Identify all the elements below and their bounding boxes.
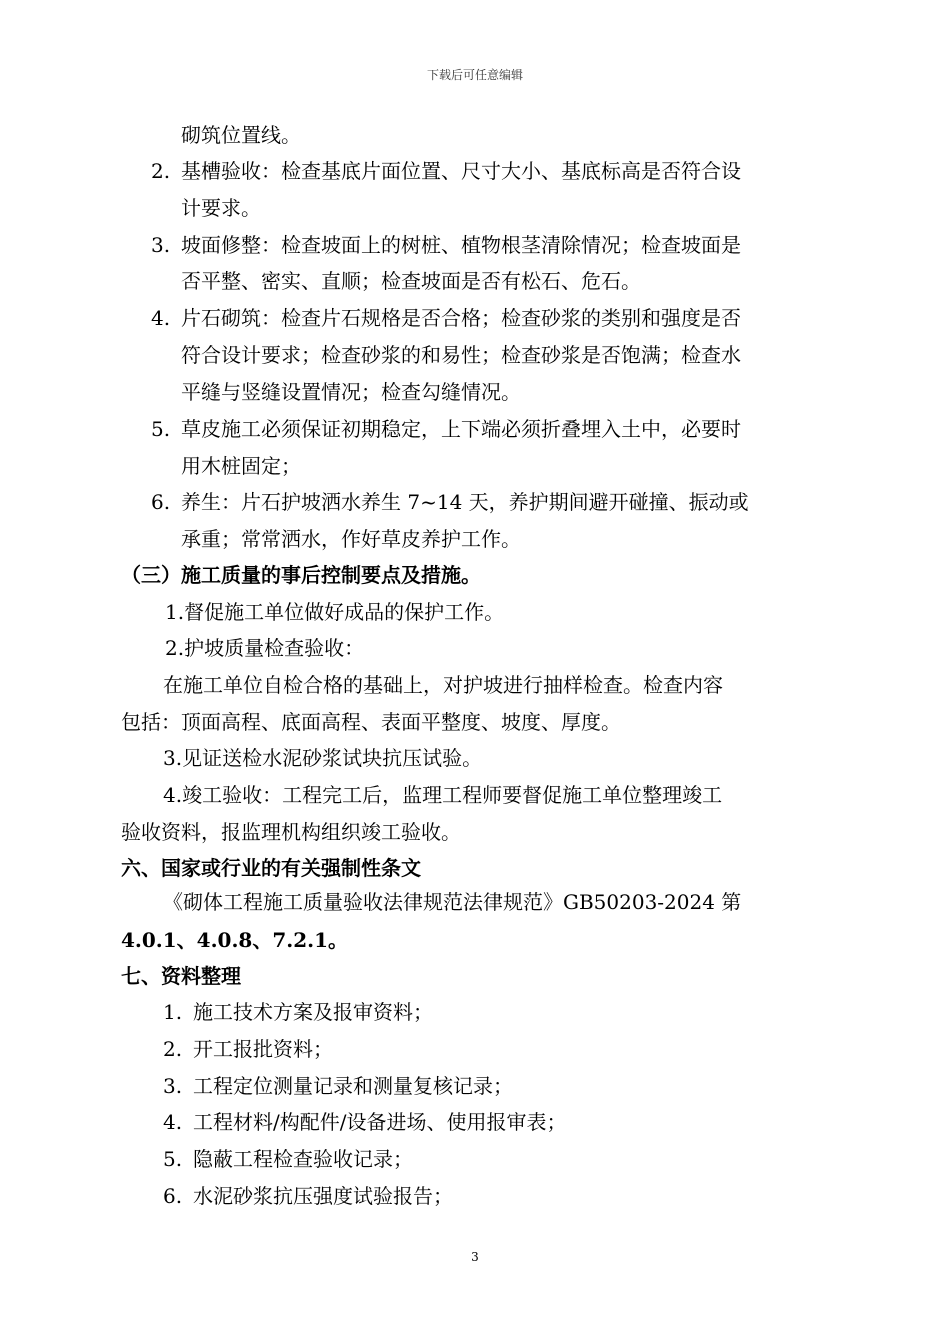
- paragraph: 2.护坡质量检查验收：: [165, 636, 365, 660]
- paragraph: 4.0.1、4.0.8、7.2.1。: [121, 928, 349, 952]
- section-heading: 七、资料整理: [121, 964, 241, 988]
- paragraph: 在施工单位自检合格的基础上，对护坡进行抽样检查。检查内容: [163, 673, 723, 697]
- list-item-number: 3.: [151, 233, 171, 257]
- list-item-line: 否平整、密实、直顺；检查坡面是否有松石、危石。: [181, 269, 641, 293]
- list-item-number: 4.: [163, 1110, 183, 1134]
- section-heading: （三）施工质量的事后控制要点及措施。: [121, 563, 481, 587]
- list-item-number: 6.: [163, 1184, 183, 1208]
- list-item-text: 施工技术方案及报审资料；: [193, 1000, 433, 1024]
- paragraph: 3.见证送检水泥砂浆试块抗压试验。: [163, 746, 483, 770]
- list-item-line: 坡面修整：检查坡面上的树桩、植物根茎清除情况；检查坡面是: [181, 233, 741, 257]
- list-item-number: 2.: [163, 1037, 183, 1061]
- list-item-line: 片石砌筑：检查片石规格是否合格；检查砂浆的类别和强度是否: [181, 306, 741, 330]
- list-item-number: 5.: [151, 417, 171, 441]
- list-item-text: 隐蔽工程检查验收记录；: [193, 1147, 413, 1171]
- section-heading: 六、国家或行业的有关强制性条文: [121, 856, 421, 880]
- list-item-line: 承重；常常洒水，作好草皮养护工作。: [181, 527, 521, 551]
- list-item-number: 2.: [151, 159, 171, 183]
- list-item-text: 开工报批资料；: [193, 1037, 333, 1061]
- paragraph: 4.竣工验收：工程完工后，监理工程师要督促施工单位整理竣工: [163, 783, 723, 807]
- list-item-text: 水泥砂浆抗压强度试验报告；: [193, 1184, 453, 1208]
- list-item-line: 计要求。: [181, 196, 261, 220]
- page-number: 3: [471, 1250, 479, 1264]
- paragraph: 包括：顶面高程、底面高程、表面平整度、坡度、厚度。: [121, 710, 621, 734]
- continuation-text: 砌筑位置线。: [181, 123, 301, 147]
- list-item-number: 6.: [151, 490, 171, 514]
- list-item-line: 符合设计要求；检查砂浆的和易性；检查砂浆是否饱满；检查水: [181, 343, 741, 367]
- list-item-number: 3.: [163, 1074, 183, 1098]
- list-item-line: 平缝与竖缝设置情况；检查勾缝情况。: [181, 380, 521, 404]
- page-header: 下载后可任意编辑: [426, 68, 523, 82]
- paragraph: 《砌体工程施工质量验收法律规范法律规范》GB50203-2024 第: [163, 890, 742, 914]
- list-item-number: 5.: [163, 1147, 183, 1171]
- list-item-text: 工程材料/构配件/设备进场、使用报审表；: [193, 1110, 567, 1134]
- list-item-text: 工程定位测量记录和测量复核记录；: [193, 1074, 513, 1098]
- list-item-line: 草皮施工必须保证初期稳定，上下端必须折叠埋入土中，必要时: [181, 417, 741, 441]
- paragraph: 1.督促施工单位做好成品的保护工作。: [165, 600, 505, 624]
- list-item-number: 4.: [151, 306, 171, 330]
- paragraph: 验收资料，报监理机构组织竣工验收。: [121, 820, 461, 844]
- list-item-line: 用木桩固定；: [181, 454, 301, 478]
- list-item-number: 1.: [163, 1000, 183, 1024]
- list-item-line: 基槽验收：检查基底片面位置、尺寸大小、基底标高是否符合设: [181, 159, 741, 183]
- list-item-line: 养生：片石护坡洒水养生 7~14 天，养护期间避开碰撞、振动或: [181, 490, 749, 514]
